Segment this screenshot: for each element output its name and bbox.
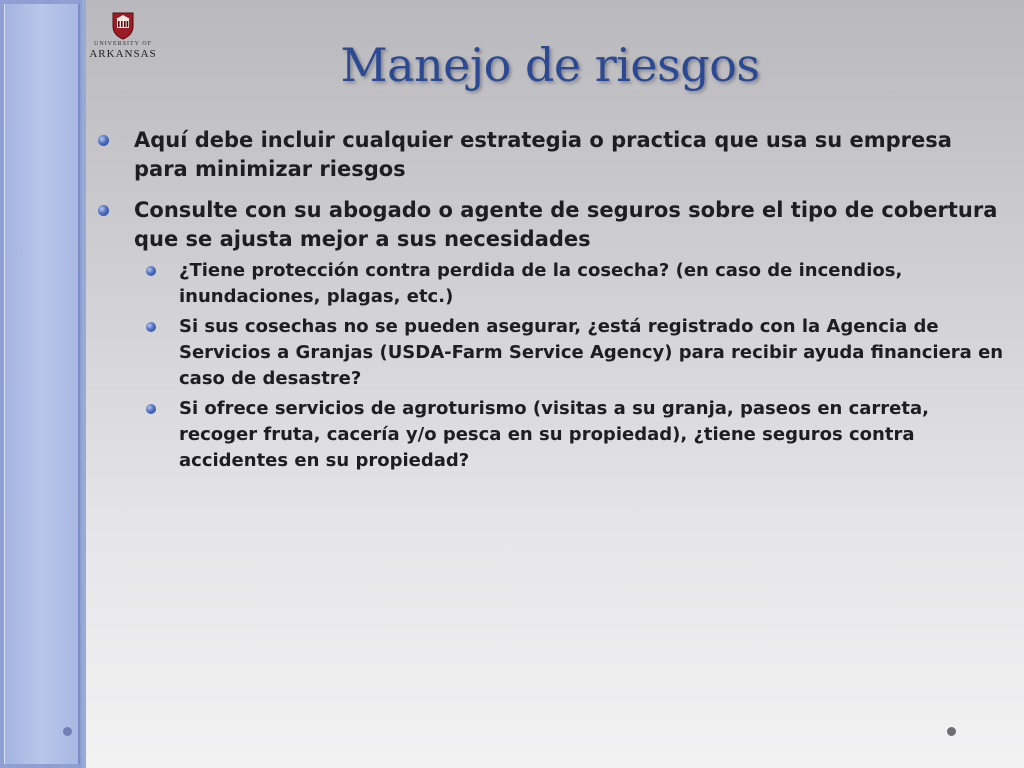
bullet-text: Aquí debe incluir cualquier estrategia o practica que usa su empresa para minimizar riesgos	[134, 128, 952, 181]
sphere-bullet-icon	[146, 404, 156, 414]
decor-dot-right	[947, 727, 956, 736]
sphere-bullet-icon	[98, 205, 109, 216]
sub-bullet-item	[96, 314, 1006, 392]
sub-bullet-item	[96, 396, 1006, 474]
sub-bullet-list	[96, 258, 1006, 474]
sub-bullet-text: Si sus cosechas no se pueden asegurar, ¿está registrado con la Agencia de Servicios a Granjas (USDA-Farm Service Agency) para recibir ayuda financiera en caso de desastre?	[179, 316, 1004, 389]
side-decor-panel	[4, 4, 80, 764]
slide-title: Manejo de riesgos	[340, 38, 760, 92]
sub-bullet-text: ¿Tiene protección contra perdida de la cosecha? (en caso de incendios, inundaciones, plagas, etc.)	[179, 260, 903, 307]
side-decor-edge	[82, 0, 86, 768]
sphere-bullet-icon	[146, 266, 156, 276]
bullet-item	[96, 126, 1006, 184]
sub-bullet-item	[96, 258, 1006, 310]
slide-content	[96, 126, 1006, 478]
decor-dot-left	[63, 727, 72, 736]
bullet-text: Consulte con su abogado o agente de seguros sobre el tipo de cobertura que se ajusta mejor a sus necesidades	[134, 198, 998, 251]
sphere-bullet-icon	[146, 322, 156, 332]
bullet-item	[96, 196, 1006, 254]
university-crest-icon	[109, 10, 137, 40]
sub-bullet-text: Si ofrece servicios de agroturismo (visitas a su granja, paseos en carreta, recoger fruta, cacería y/o pesca en su propiedad), ¿tiene seguros contra accidentes en su propiedad?	[179, 398, 929, 471]
sphere-bullet-icon	[98, 135, 109, 146]
logo-arkansas: ARKANSAS	[89, 48, 157, 60]
logo-university-of: UNIVERSITY OF	[94, 41, 152, 47]
side-decor-bar	[0, 0, 86, 768]
